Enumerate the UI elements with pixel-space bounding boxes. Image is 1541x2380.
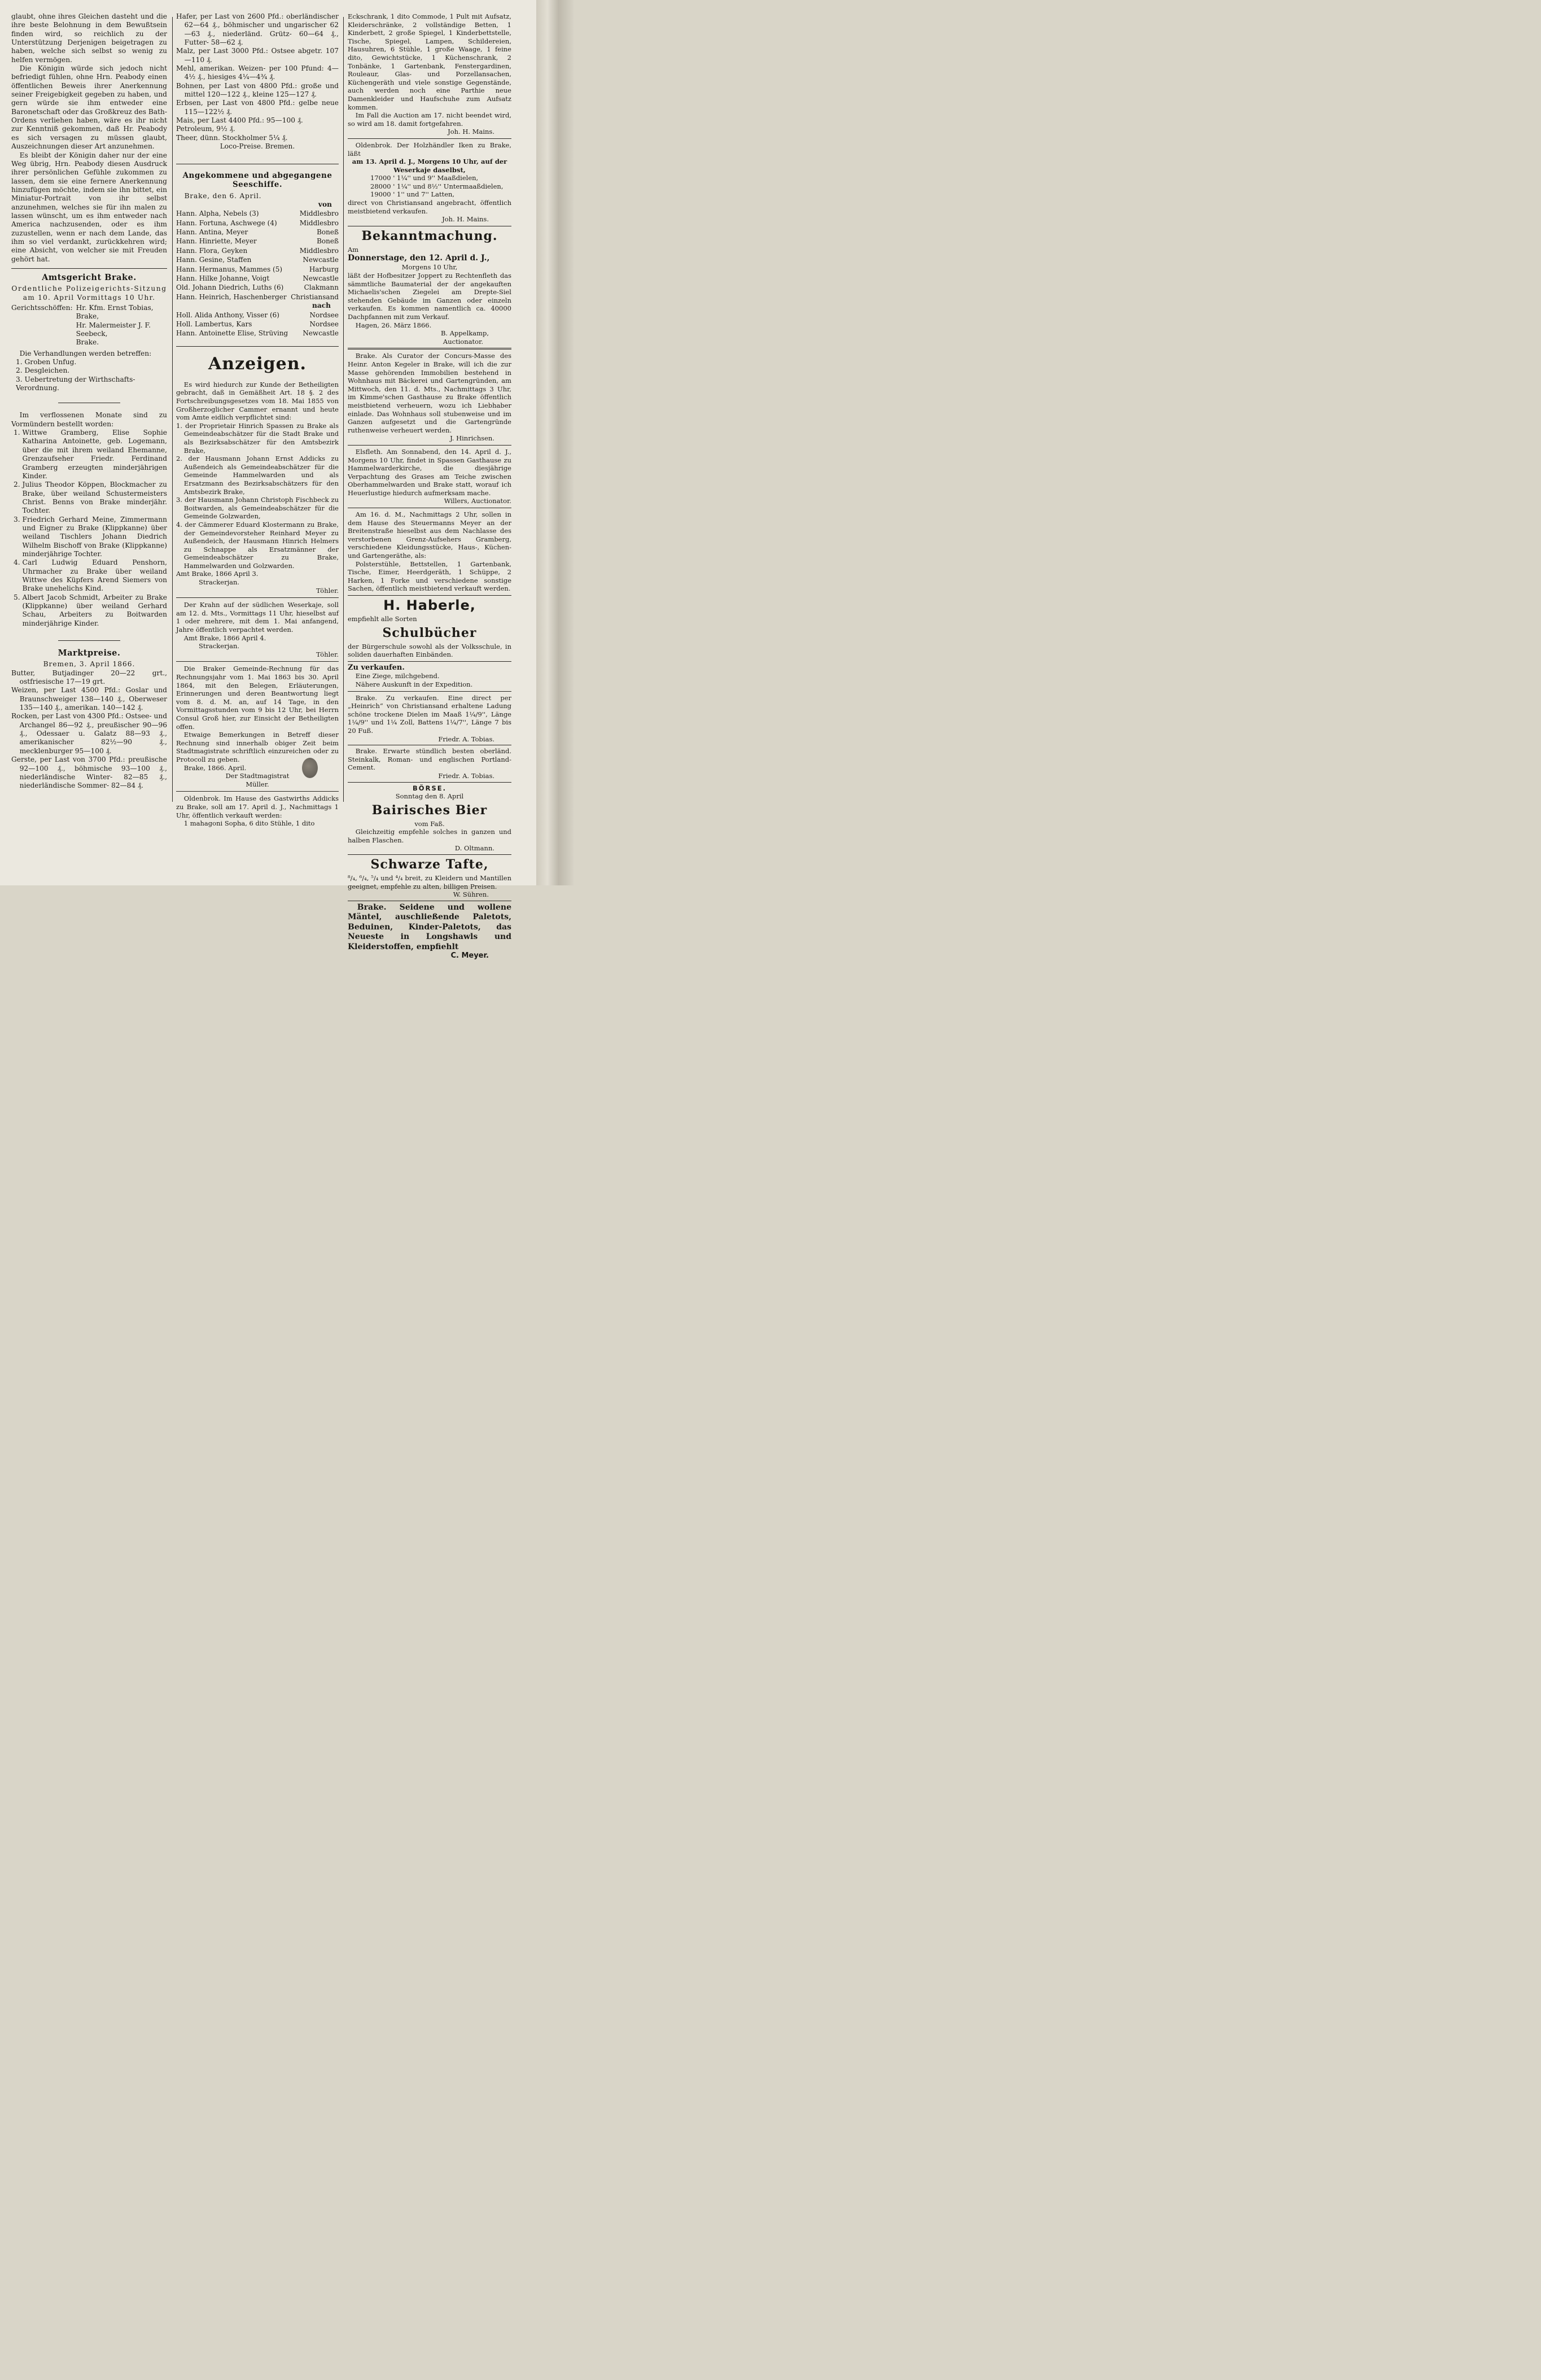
divider xyxy=(348,138,511,139)
court-judge: Brake. xyxy=(76,338,99,347)
column-rule xyxy=(343,17,344,802)
beer-signature: D. Oltmann. xyxy=(454,844,494,853)
ship-port: Christiansand xyxy=(291,292,339,301)
court-judge: Hr. Kfm. Ernst Tobias, Brake, xyxy=(76,304,154,321)
taft-heading: Schwarze Tafte, xyxy=(370,857,489,872)
ships-heading: Angekommene und abgegangene Seeschiffe. xyxy=(182,171,332,189)
newspaper-page xyxy=(0,0,536,960)
ship-row xyxy=(176,255,339,264)
column-2 xyxy=(176,12,339,828)
ship-row xyxy=(176,228,339,237)
concurs-signature: J. Hinrichsen. xyxy=(450,434,494,443)
divider xyxy=(348,691,511,692)
sale-signature: Friedr. A. Tobias. xyxy=(438,771,494,780)
sale-text: Eine Ziege, milchgebend. xyxy=(355,672,440,680)
notice-signature: Töhler. xyxy=(316,650,339,658)
sale-note: Nähere Auskunft in der Expedition. xyxy=(355,680,473,688)
ship-name: Hann. Hilke Johanne, Voigt xyxy=(176,274,270,283)
market-item: Rocken, per Last von 4300 Pfd.: Ostsee- und Archangel 86—92 ₰., preußischer 90—96 ₰., Odessaer u. Galatz 88—93 ₰., amerikanischer 82½—90 ₰., mecklenburger 95—100 ₰. xyxy=(11,712,167,755)
notice-text: Der Krahn auf der südlichen Weserkaje, soll am 12. d. Mts., Vormittags 11 Uhr, hieselbst auf 1 oder mehrere, mit dem 1. Mai anfangend, Jahre öffentlich verpachtet werden. xyxy=(176,601,339,634)
ship-port: Middlesbro xyxy=(299,246,339,255)
divider xyxy=(348,661,511,662)
divider xyxy=(176,597,339,598)
market-item: Gerste, per Last von 3700 Pfd.: preußische 92—100 ₰., böhmische 93—100 ₰., niederländische Winter- 82—85 ₰., niederländische Sommer- 82—84 ₰. xyxy=(11,756,167,790)
ship-row xyxy=(176,320,339,329)
bekanntmachung-text: läßt der Hofbesitzer Joppert zu Rechtenfleth das sämmtliche Baumaterial der der angekauften Michaelis'schen Ziegelei am Drepte-Siel stehenden Gebäude im Ganzen oder einzeln verkaufen. Es kommen namentlich ca. 40000 Dachpfannen mit zum Verkauf. xyxy=(348,272,511,321)
court-heading: Amtsgericht Brake. xyxy=(42,272,137,282)
notice-text: Oldenbrok. Im Hause des Gastwirths Addicks zu Brake, soll am 17. April d. J., Nachmittags 1 Uhr, öffentlich verkauft werden: xyxy=(176,794,339,819)
ship-row xyxy=(176,246,339,255)
ship-port: Nordsee xyxy=(309,320,339,328)
sale-text: Brake. Zu verkaufen. Eine direct per „Heinrich“ von Christiansand erhaltene Ladung schöne trockene Dielen im Maaß 1¼/9'', Länge 1¼/9'' und 1¼ Zoll, Battens 1¼/7'', Länge 7 bis 20 Fuß. xyxy=(348,693,511,735)
meyer-ad-text: Brake. Seidene und wollene Mäntel, auschließende Paletots, Beduinen, Kinder-Paletots, das Neueste in Longshawls und Kleiderstoffen, empfiehlt xyxy=(348,902,511,951)
auction-note: Im Fall die Auction am 17. nicht beendet wird, so wird am 18. damit fortgefahren. xyxy=(348,111,511,128)
estate-sale-text: Am 16. d. M., Nachmittags 2 Uhr, sollen in dem Hause des Steuermanns Meyer an der Breitenstraße hieselbst aus dem Nachlasse des verstorbenen Grenz-Aufsehers Gramberg, verschiedene Kleidungsstücke, Haus-, Küchen- und Gartengeräthe, als: xyxy=(348,510,511,560)
ship-port: Boneß xyxy=(317,228,339,236)
ship-name: Hann. Fortuna, Aschwege (4) xyxy=(176,219,277,227)
haberle-name: H. Haberle, xyxy=(383,597,476,613)
ship-row xyxy=(176,237,339,246)
page-edge xyxy=(536,0,574,885)
market-item: Petroleum, 9½ ₰. xyxy=(176,125,235,133)
anzeigen-heading: Anzeigen. xyxy=(208,353,307,374)
ship-name: Hann. Alpha, Nebels (3) xyxy=(176,209,259,218)
divider xyxy=(176,346,339,347)
ship-row xyxy=(176,292,339,302)
notice-item: 2. der Hausmann Johann Ernst Addicks zu Außendeich als Gemeindeabschätzer für die Gemeinde Hammelwarden und als Ersatzmann des Bezirksabschätzers für den Amtsbezirk Brake, xyxy=(176,455,339,496)
market-item: Erbsen, per Last von 4800 Pfd.: gelbe neue 115—122½ ₰. xyxy=(176,99,339,116)
ship-name: Holl. Lambertus, Kars xyxy=(176,320,252,328)
estate-sale-items: Polsterstühle, Bettstellen, 1 Gartenbank, Tische, Eimer, Heerdgeräth, 1 Schüppe, 2 Harken, 1 Forke und verschiedene sonstige Sachen, öffentlich meistbietend verkauft werden. xyxy=(348,560,511,593)
ships-nach-label: nach xyxy=(312,302,331,310)
ship-row xyxy=(176,329,339,338)
boerse-heading: BÖRSE. xyxy=(413,784,446,792)
market-item: Mais, per Last 4400 Pfd.: 95—100 ₰. xyxy=(176,116,303,125)
auction-signature: Joh. H. Mains. xyxy=(448,128,494,136)
auction-text: Eckschrank, 1 dito Commode, 1 Pult mit Aufsatz, Kleiderschränke, 2 vollständige Betten, 1 Kinderbett, 2 große Spiegel, 1 Kinderbettstelle, Tische, Spiegel, Lampen, Schildereien, Hausuhren, 6 Stühle, 1 große Waage, 1 feine dito, Gewichtstücke, 1 Küchenschrank, 2 Tonbänke, 1 Gartenbank, Fenstergardinen, Rouleaur, Glas- und Porzellansachen, Küchengeräth und viele sonstige Gegenstände, auch werden noch eine Parthie neue Damenkleider und Haufschuhe zum Aufsatz kommen. xyxy=(348,12,511,111)
divider xyxy=(348,595,511,596)
ship-name: Hann. Heinrich, Haschenberger xyxy=(176,292,287,301)
court-case: 3. Uebertretung der Wirthschafts-Verordnung. xyxy=(16,375,135,392)
divider xyxy=(176,661,339,662)
market-item: Weizen, per Last 4500 Pfd.: Goslar und Braunschweiger 138—140 ₰., Oberweser 135—140 ₰., amerikan. 140—142 ₰. xyxy=(11,686,167,712)
haberle-line: empfiehlt alle Sorten xyxy=(348,615,417,623)
notice-text: Die Braker Gemeinde-Rechnung für das Rechnungsjahr vom 1. Mai 1863 bis 30. April 1864, mit den Belegen, Erläuterungen, Erinnerungen und deren Beantwortung liegt vom 8. d. M. an, auf 14 Tage, in den Vormittagsstunden vom 9 bis 12 Uhr, bei Herrn Consul Groß hier, zur Einsicht der Betheiligten offen. xyxy=(176,665,339,731)
concurs-text: Brake. Als Curator der Concurs-Masse des Heinr. Anton Kegeler in Brake, will ich die zur Masse gehörenden Immobilien bestehend in Wohnhaus mit Bäckerei und Gartengründen, am Mittwoch, den 11. d. Mts., Nachmittags 3 Uhr, im Kimme'schen Gasthause zu Brake öffentlich meistbietend verheuern, wozu ich Liebhaber einlade. Das Wohnhaus soll stubenweise und im Ganzen aufgesetzt und die Gartengründe ruthenweise verheuert werden. xyxy=(348,352,511,434)
ship-port: Harburg xyxy=(309,265,339,273)
haberle-product: Schulbücher xyxy=(382,625,477,640)
notice-signature: Töhler. xyxy=(316,586,339,595)
divider xyxy=(348,348,511,350)
beer-sub: vom Faß. xyxy=(414,819,445,828)
article-text: glaubt, ohne ihres Gleichen dasteht und die ihre beste Belohnung in dem Bewußtsein finden wird, so reichlich zu der Unterstützung Derjenigen beigetragen zu haben, welche sich selbst so wenig zu helfen vermögen. xyxy=(11,12,167,64)
notice-signature: Strackerjan. xyxy=(199,642,240,650)
bekanntmachung-signature: Auctionator. xyxy=(443,337,483,346)
guardian-item: 2. Julius Theodor Köppen, Blockmacher zu Brake, über weiland Schustermeisters Christ. Benns von Brake minderjähr. Tochter. xyxy=(23,481,167,515)
divider xyxy=(348,445,511,446)
elsfleth-text: Elsfleth. Am Sonnabend, den 14. April d. J., Morgens 10 Uhr, findet in Spassen Gasthause zu Hammelwarderkirche, die diesjährige Verpachtung des Grases am Teiche zwischen Oberhammelwarden und Brake statt, worauf ich Heuerlustige hiedurch aufmerksam mache. xyxy=(348,447,511,497)
wood-intro: Oldenbrok. Der Holzhändler Iken zu Brake, läßt xyxy=(348,141,511,158)
divider xyxy=(58,640,120,641)
notice-signature-place: Brake, 1866. April. xyxy=(183,763,247,772)
court-line: am 10. April Vormittags 10 Uhr. xyxy=(23,293,156,302)
ship-row xyxy=(176,274,339,283)
bekanntmachung-time: Morgens 10 Uhr, xyxy=(401,263,458,272)
article-text: Es bleibt der Königin daher nur der eine Weg übrig, Hrn. Peabody diesen Ausdruck ihrer persönlichen Gefühle zukommen zu lassen, dem sie eine fernere Anerkennung hinzufügen möchte, indem sie ihn bittet, ein Miniatur-Portrait von ihr selbst anzunehmen, welches sie für ihn malen zu lassen wünscht, um es ihm entweder nach America nachzusenden, oder es ihm zuzustellen, wenn er nach dem Lande, das ihm so viel verdankt, zurückkehren wird; eine Absicht, von welcher sie mit Freuden gehört hat. xyxy=(11,151,167,263)
notice-item: 3. der Hausmann Johann Christoph Fischbeck zu Boitwarden, als Gemeindeabschätzer für die Gemeinde Golzwarden, xyxy=(176,496,339,521)
ship-port: Newcastle xyxy=(303,256,339,264)
notice-text: Es wird hiedurch zur Kunde der Betheiligten gebracht, daß in Gemäßheit Art. 18 §. 2 des Fortschreibungsgesetzes vom 18. Mai 1855 von Großherzoglicher Cammer ernannt und heute vom Amte eidlich verpflichtet sind: xyxy=(176,380,339,422)
divider xyxy=(348,854,511,855)
wood-item: 17000 ' 1¼'' und 9'' Maaßdielen, xyxy=(370,174,479,182)
market-item: Butter, Butjadinger 20—22 grt., ostfriesische 17—19 grt. xyxy=(11,669,167,686)
ship-name: Holl. Alida Anthony, Visser (6) xyxy=(176,311,279,319)
bekanntmachung-place: Hagen, 26. März 1866. xyxy=(355,321,432,329)
market-item: Theer, dünn. Stockholmer 5¼ ₰. xyxy=(176,133,288,142)
court-judge: Hr. Malermeister J. F. Seebeck, xyxy=(76,321,151,338)
column-1 xyxy=(11,12,167,791)
ship-row xyxy=(176,209,339,218)
notice-text: Etwaige Bemerkungen in Betreff dieser Rechnung sind innerhalb obiger Zeit beim Stadtmagistrate schriftlich einzureichen oder zu Protocoll zu geben. xyxy=(176,731,339,763)
wood-date: am 13. April d. J., Morgens 10 Uhr, auf der Weserkaje daselbst, xyxy=(352,158,507,174)
sale-signature: Friedr. A. Tobias. xyxy=(438,735,494,743)
ship-port: Newcastle xyxy=(303,329,339,338)
bekanntmachung-signature: B. Appelkamp, xyxy=(440,329,489,338)
wood-text: direct von Christiansand angebracht, öffentlich meistbietend verkaufen. xyxy=(348,199,511,215)
court-judges-label: Gerichtsschöffen: xyxy=(11,304,73,312)
ship-name: Hann. Hermanus, Mammes (5) xyxy=(176,265,283,273)
ship-row xyxy=(176,265,339,274)
guardian-item: 5. Albert Jacob Schmidt, Arbeiter zu Brake (Klippkanne) über weiland Gerhard Schau, Arbeiters zu Boitwarden minderjährige Kinder. xyxy=(23,593,167,628)
notice-item: 4. der Cämmerer Eduard Klostermann zu Brake, der Gemeindevorsteher Reinhard Meyer zu Außendeich, der Hausmann Hinrich Helmers zu Schnappe als Ersatzmänner der Gemeindeabschätzer zu Brake, Hammelwarden und Golzwarden. xyxy=(176,520,339,570)
ship-row xyxy=(176,311,339,320)
taft-signature: W. Sühren. xyxy=(453,890,489,899)
beer-heading: Bairisches Bier xyxy=(371,802,488,818)
elsfleth-signature: Willers, Auctionator. xyxy=(444,497,511,505)
court-judges xyxy=(11,304,167,347)
guardian-item: 1. Wittwe Gramberg, Elise Sophie Katharina Antoinette, geb. Logemann, über die mit ihrem weiland Ehemanne, Grenzaufseher Friedr. Ferdinand Gramberg erzeugten minderjährigen Kinder. xyxy=(23,429,167,481)
guardian-item: 4. Carl Ludwig Eduard Penshorn, Uhrmacher zu Brake über weiland Wittwe des Küpfers Arend Siemers von Brake unehelichs Kind. xyxy=(23,558,167,593)
article-text: Die Königin würde sich jedoch nicht befriedigt fühlen, ohne Hrn. Peabody einen öffentlichen Beweis ihrer Anerkennung seiner Freigebigkeit gegeben zu haben, und gern würde sie ihm entweder eine Baronetschaft oder das Großkreuz des Bath-Ordens verliehen haben, wäre es ihr nicht zur Kenntniß gekommen, daß Hr. Peabody es sich versagen zu müssen glaubt, Auszeichnungen dieser Art anzunehmen. xyxy=(11,64,167,151)
column-3 xyxy=(348,12,511,960)
column-rule xyxy=(172,17,173,802)
wood-item: 28000 ' 1¼'' und 8½'' Untermaaßdielen, xyxy=(370,182,504,190)
beer-text: Gleichzeitig empfehle solches in ganzen und halben Flaschen. xyxy=(348,828,511,844)
ship-port: Nordsee xyxy=(309,311,339,319)
court-case: 1. Groben Unfug. xyxy=(16,358,77,366)
sale-heading: Zu verkaufen. xyxy=(348,663,405,672)
ship-name: Hann. Antoinette Elise, Strüving xyxy=(176,329,288,338)
loco-line: Loco-Preise. Bremen. xyxy=(220,142,295,151)
market-item: Hafer, per Last von 2600 Pfd.: oberländischer 62—64 ₰., böhmischer und ungarischer 62—63 ₰., niederländ. Grütz- 60—64 ₰., Futter- 58—62 ₰. xyxy=(176,12,339,47)
market-item: Bohnen, per Last von 4800 Pfd.: große und mittel 120—122 ₰., kleine 125—127 ₰. xyxy=(176,81,339,99)
divider xyxy=(176,791,339,792)
ship-port: Clakmann xyxy=(304,283,339,292)
wood-signature: Joh. H. Mains. xyxy=(442,215,489,224)
ship-name: Hann. Antina, Meyer xyxy=(176,228,248,236)
notice-item: 1. der Proprietair Hinrich Spassen zu Brake als Gemeindeabschätzer für die Stadt Brake und als Bezirksabschätzer für den Amtsbezirk Brake, xyxy=(176,421,339,455)
wood-item: 19000 ' 1'' und 7'' Latten, xyxy=(370,190,455,199)
ship-port: Newcastle xyxy=(303,274,339,283)
bekanntmachung-heading: Bekanntmachung. xyxy=(361,228,498,243)
ship-port: Middlesbro xyxy=(299,209,339,218)
ships-dateline: Brake, den 6. April. xyxy=(184,191,262,200)
ship-name: Hann. Hinriette, Meyer xyxy=(176,237,257,246)
ship-name: Old. Johann Diedrich, Luths (6) xyxy=(176,283,284,292)
market-item: Mehl, amerikan. Weizen- per 100 Pfund: 4—4½ ₰., hiesiges 4¼—4¾ ₰. xyxy=(176,64,339,81)
market-item: Malz, per Last 3000 Pfd.: Ostsee abgetr. 107—110 ₰. xyxy=(176,47,339,64)
haberle-line: der Bürgerschule sowohl als der Volksschule, in soliden dauerhaften Einbänden. xyxy=(348,642,511,659)
guardian-item: 3. Friedrich Gerhard Meine, Zimmermann und Eigner zu Brake (Klippkanne) über weiland Tischlers Johann Diedrich Wilhelm Bischoff von Brake (Klippkanne) minderjährige Tochter. xyxy=(23,516,167,559)
divider xyxy=(11,268,167,269)
notice-signature: Müller. xyxy=(246,780,269,788)
market-heading: Marktpreise. xyxy=(58,648,121,658)
notice-signature: Strackerjan. xyxy=(199,578,240,587)
meyer-ad-signature: C. Meyer. xyxy=(450,951,489,960)
ship-name: Hann. Gesine, Staffen xyxy=(176,256,252,264)
bekanntmachung-date: Donnerstage, den 12. April d. J., xyxy=(348,254,490,263)
binding-mark xyxy=(302,758,318,778)
notice-signature-place: Amt Brake, 1866 April 3. xyxy=(176,570,259,578)
court-case: 2. Desgleichen. xyxy=(16,366,70,375)
notice-signature-place: Amt Brake, 1866 April 4. xyxy=(183,634,266,642)
court-line: Ordentliche Polizeigerichts-Sitzung xyxy=(11,285,167,293)
sale-text: Brake. Erwarte stündlich besten oberländ. Steinkalk, Roman- und englischen Portland-Cement. xyxy=(348,747,511,772)
notice-signature-org: Der Stadtmagistrat xyxy=(225,772,290,780)
ship-row xyxy=(176,219,339,228)
ship-name: Hann. Flora, Geyken xyxy=(176,246,248,255)
market-date: Bremen, 3. April 1866. xyxy=(43,660,135,669)
ship-row xyxy=(176,283,339,292)
court-cases-intro: Die Verhandlungen werden betreffen: xyxy=(19,349,152,357)
notice-item: 1 mahagoni Sopha, 6 dito Stühle, 1 dito xyxy=(183,819,315,828)
divider xyxy=(348,782,511,783)
boerse-date: Sonntag den 8. April xyxy=(395,792,464,801)
ship-port: Middlesbro xyxy=(299,219,339,227)
bekanntmachung-am: Am xyxy=(348,245,359,254)
ship-port: Boneß xyxy=(317,237,339,246)
ships-von-label: von xyxy=(318,200,332,208)
taft-text: ⁸/₄, ⁶/₄, ⁵/₄ und ⁴/₄ breit, zu Kleidern und Mantillen geeignet, empfehle zu alten, billigen Preisen. xyxy=(348,874,511,890)
guardian-intro: Im verflossenen Monate sind zu Vormündern bestellt worden: xyxy=(11,411,167,428)
